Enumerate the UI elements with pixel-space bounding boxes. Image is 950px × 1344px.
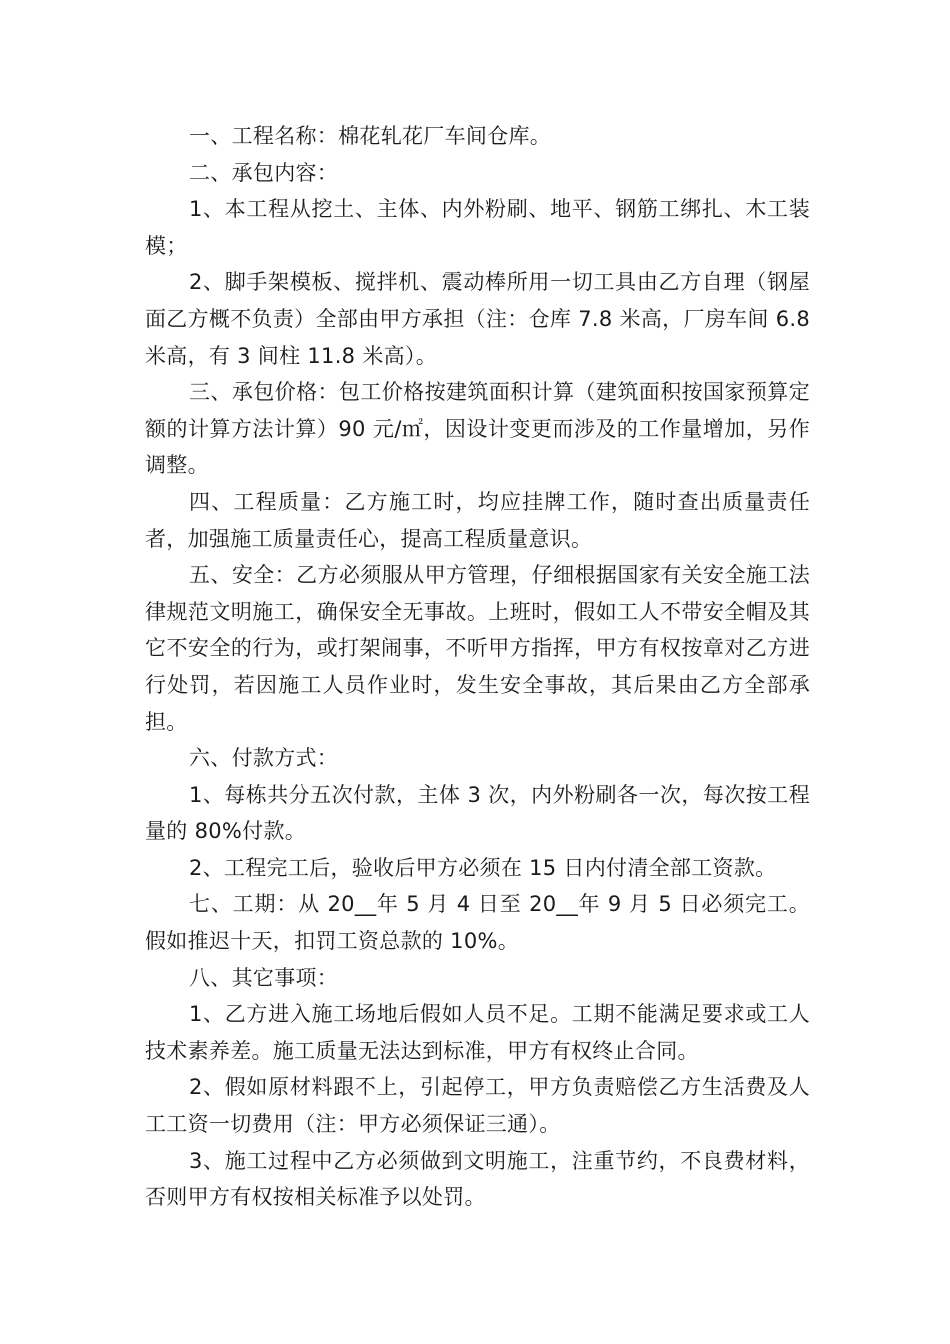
paragraph-contract-price: 三、承包价格：包工价格按建筑面积计算（建筑面积按国家预算定额的计算方法计算）90 元/㎡，因设计变更而涉及的工作量增加，另作调整。 — [145, 380, 810, 478]
paragraph-schedule: 七、工期：从 20__年 5 月 4 日至 20__年 9 月 5 日必须完工。假如推迟十天，扣罚工资总款的 10%。 — [145, 892, 810, 954]
paragraph-other-heading: 八、其它事项： — [189, 965, 339, 990]
paragraph-quality: 四、工程质量：乙方施工时，均应挂牌工作，随时查出质量责任者，加强施工质量责任心，提高工程质量意识。 — [145, 489, 810, 551]
paragraph-project-name: 一、工程名称：棉花轧花厂车间仓库。 — [189, 124, 552, 148]
paragraph-scope-item-1: 1、本工程从挖土、主体、内外粉刷、地平、钢筋工绑扎、木工装模； — [145, 197, 810, 258]
paragraph-payment-heading: 六、付款方式： — [189, 746, 339, 771]
paragraph-scope-item-2: 2、脚手架模板、搅拌机、震动棒所用一切工具由乙方自理（钢屋面乙方概不负责）全部由甲方承担（注：仓库 7.8 米高，厂房车间 6.8 米高，有 3 间柱 11.8 米高）。 — [145, 270, 810, 368]
paragraph-payment-item-2: 2、工程完工后，验收后甲方必须在 15 日内付清全部工资款。 — [189, 855, 777, 880]
paragraph-other-item-3: 3、施工过程中乙方必须做到文明施工，注重节约，不良费材料，否则甲方有权按相关标准予以处罚。 — [145, 1148, 810, 1210]
paragraph-contract-scope-heading: 二、承包内容： — [189, 160, 339, 185]
document-body — [145, 118, 810, 1216]
paragraph-other-item-2: 2、假如原材料跟不上，引起停工，甲方负责赔偿乙方生活费及人工工资一切费用（注：甲方必须保证三通）。 — [145, 1075, 810, 1137]
paragraph-other-item-1: 1、乙方进入施工场地后假如人员不足。工期不能满足要求或工人技术素养差。施工质量无法达到标准，甲方有权终止合同。 — [145, 1002, 810, 1063]
paragraph-safety: 五、安全：乙方必须服从甲方管理，仔细根据国家有关安全施工法律规范文明施工，确保安全无事故。上班时，假如工人不带安全帽及其它不安全的行为，或打架闹事，不听甲方指挥，甲方有权按章对乙方进行处罚，若因施工人员作业时，发生安全事故，其后果由乙方全部承担。 — [145, 563, 810, 734]
paragraph-payment-item-1: 1、每栋共分五次付款，主体 3 次，内外粉刷各一次，每次按工程量的 80%付款。 — [145, 782, 810, 844]
